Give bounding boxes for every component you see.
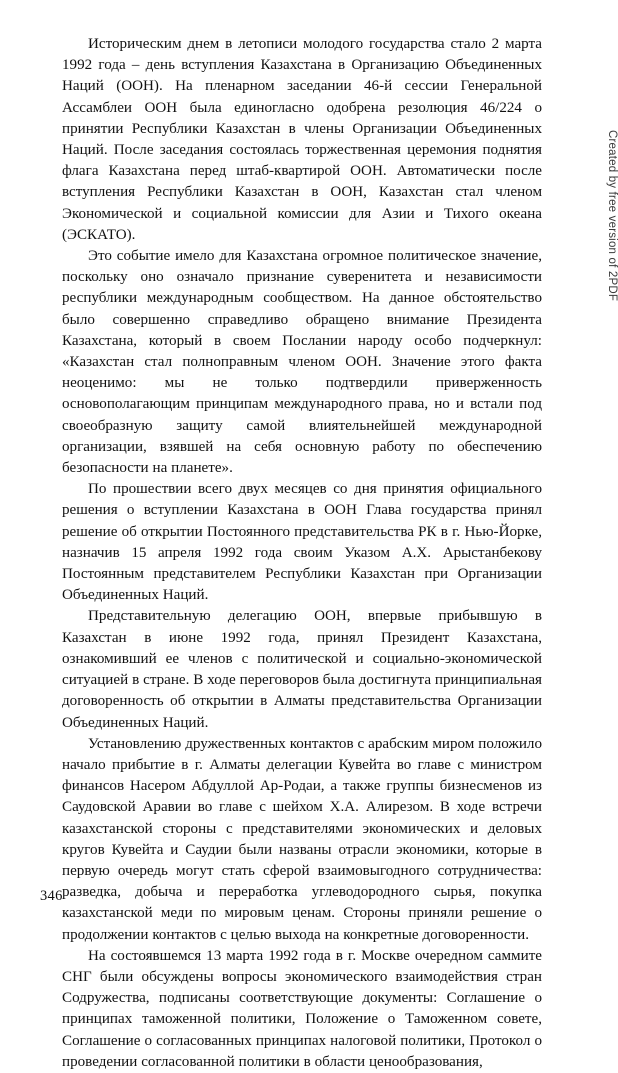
page-number: 346: [40, 888, 63, 904]
paragraph-1: Историческим днем в летописи молодого государства стало 2 марта 1992 года – день вступления Казахстана в Организацию Объединенных Наций (ООН). На пленарном заседании 46-й сессии Генеральной Ассамблеи ООН была единогласно одобрена резолюция 46/224 о принятии Республики Казахстан в члены Организации Объединенных Наций. После заседания состоялась торжественная церемония поднятия флага Казахстана перед штаб-квартирой ООН. Автоматически после вступления Республики Казахстан в ООН, Казахстан стал членом Экономической и социальной комиссии для Азии и Тихого океана (ЭСКАТО).: [62, 36, 542, 243]
paragraph-3: По прошествии всего двух месяцев со дня принятия официального решения о вступлении Казахстана в ООН Глава государства принял решение об открытии Постоянного представительства РК в г. Нью-Йорке, назначив 15 апреля 1992 года своим Указом А.Х. Арыстанбекову Постоянным представителем Республики Казахстан при Организации Объединенных Наций.: [62, 481, 542, 604]
paragraph-6: На состоявшемся 13 марта 1992 года в г. Москве очередном саммите СНГ были обсуждены вопросы экономического взаимодействия стран Содружества, подписаны соответствующие документы: Соглашение о принципах таможенной политики, Положение о Таможенном совете, Соглашение о согласованных принципах налоговой политики, Протокол о проведении согласованной политики в области ценообразования,: [62, 947, 542, 1070]
paragraph-4: Представительную делегацию ООН, впервые прибывшую в Казахстан в июне 1992 года, принял Президент Казахстана, ознакомивший ее членов с политической и социально-экономической ситуацией в стране. В ходе переговоров была достигнута принципиальная договоренность об открытии в Алматы представительства Организации Объединенных Наций.: [62, 608, 542, 731]
body-text-column: [62, 34, 542, 1073]
watermark-label: Created by free version of 2PDF: [606, 130, 618, 302]
watermark-text: [318, 130, 618, 302]
paragraph-2: Это событие имело для Казахстана огромное политическое значение, поскольку оно означало признание суверенитета и независимости республики международным сообществом. На данное обстоятельство было совершенно справедливо обращено внимание Президента Казахстана, который в своем Послании народу особо подчеркнул: «Казахстан стал полноправным членом ООН. Значение этого факта неоценимо: мы не только подтвердили приверженность основополагающим принципам международного права, но и встали под своеобразную защиту самой влиятельнейшей международной организации, взявшей на себя основную работу по обеспечению безопасности на планете».: [62, 248, 542, 477]
paragraph-5: Установлению дружественных контактов с арабским миром положило начало прибытие в г. Алматы делегации Кувейта во главе с министром финансов Насером Абдуллой Ар-Родаи, а также группы бизнесменов из Саудовской Аравии во главе с шейхом Х.А. Алирезом. В ходе встречи казахстанской стороны с представителями экономических и деловых кругов Кувейта и Саудии были названы отрасли экономики, которые в первую очередь могут стать сферой взаимовыгодного сотрудничества: разведка, добыча и переработка углеводородного сырья, покупка казахстанской меди по мировым ценам. Стороны приняли решение о продолжении контактов с целью выхода на конкретные договоренности.: [62, 735, 542, 943]
